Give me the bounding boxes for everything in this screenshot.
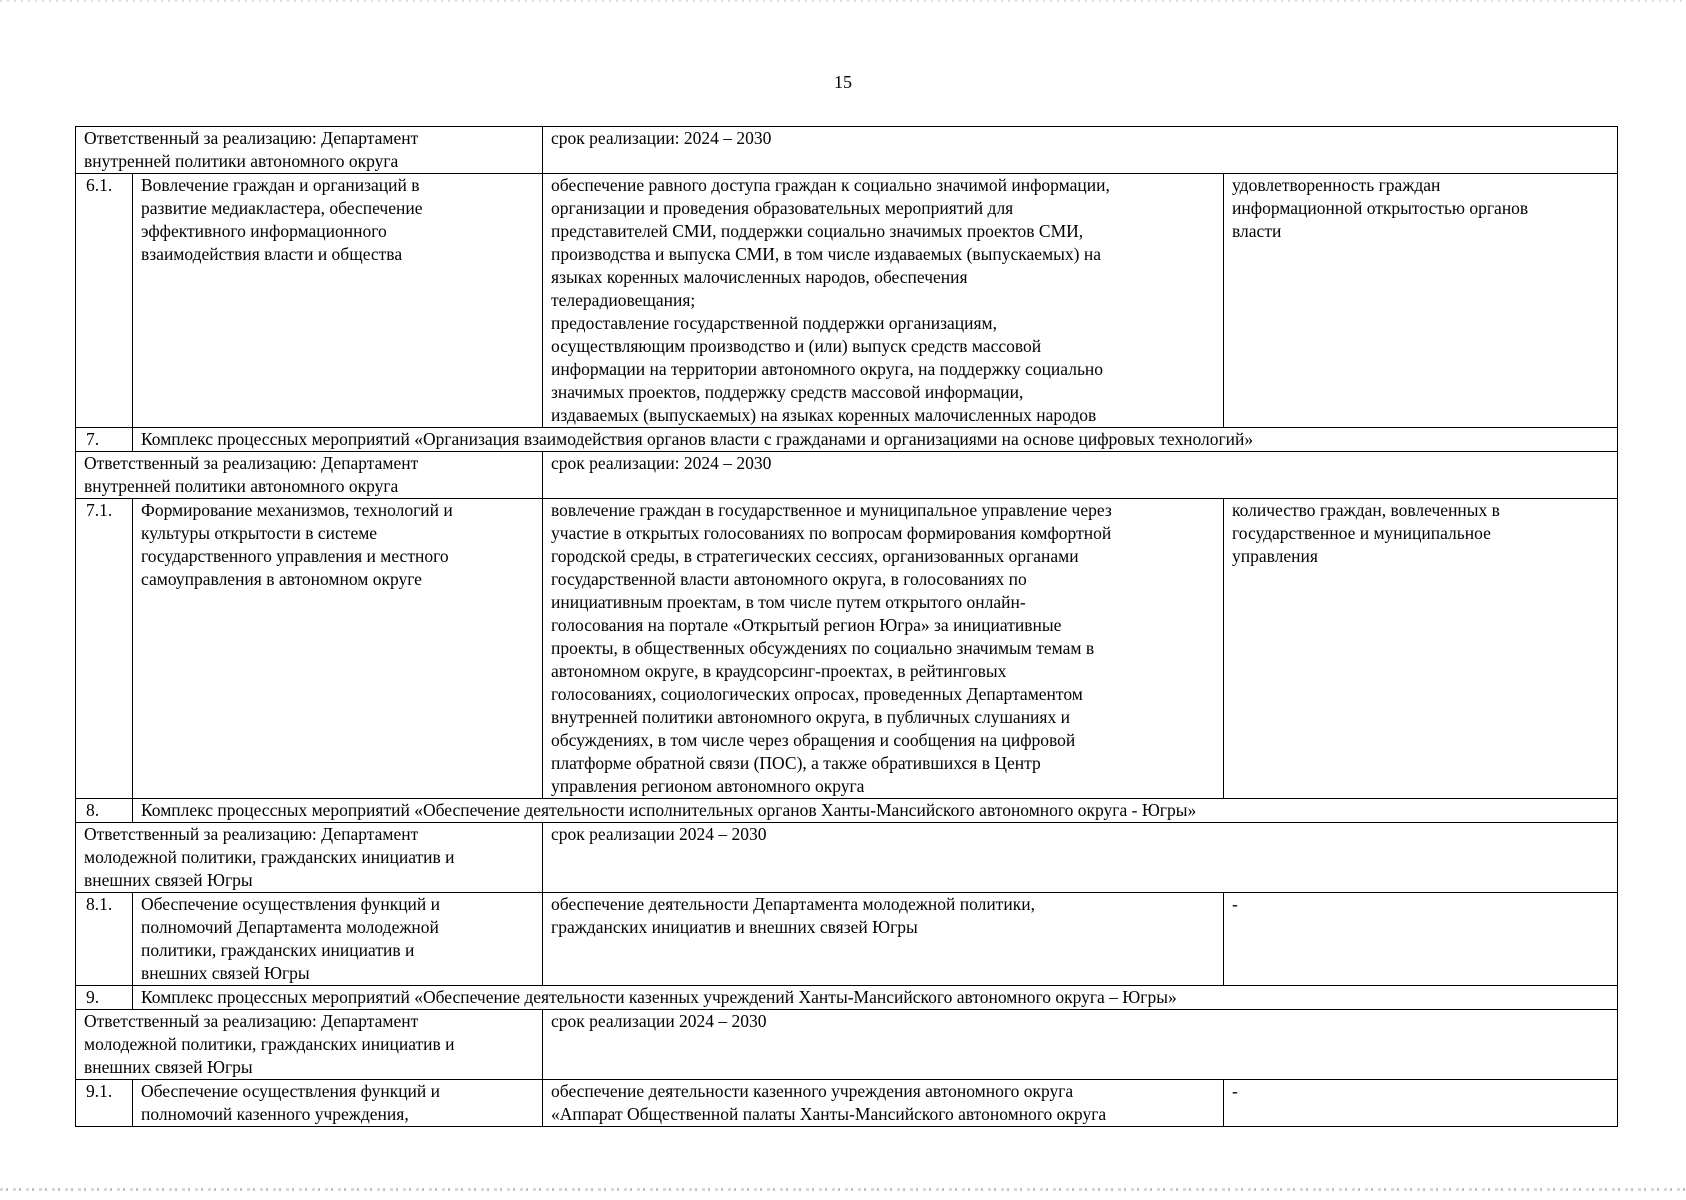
section-row <box>76 428 1618 452</box>
measure-indicator: удовлетворенность граждан информационной открытостью органов власти <box>1224 174 1618 428</box>
section-title: Комплекс процессных мероприятий «Обеспечение деятельности казенных учреждений Ханты-Мансийского автономного округа – Югры» <box>133 986 1618 1010</box>
measure-indicator: - <box>1224 1080 1618 1127</box>
term-cell: срок реализации 2024 – 2030 <box>543 1010 1618 1080</box>
section-row <box>76 986 1618 1010</box>
measure-name: Обеспечение осуществления функций и полномочий казенного учреждения, <box>133 1080 543 1127</box>
section-row <box>76 799 1618 823</box>
measure-name: Вовлечение граждан и организаций в развитие медиакластера, обеспечение эффективного информационного взаимодействия власти и общества <box>133 174 543 428</box>
section-title: Комплекс процессных мероприятий «Обеспечение деятельности исполнительных органов Ханты-Мансийского автономного округа - Югры» <box>133 799 1618 823</box>
responsible-row <box>76 127 1618 174</box>
measure-indicator: количество граждан, вовлеченных в государственное и муниципальное управления <box>1224 499 1618 799</box>
responsible-row <box>76 1010 1618 1080</box>
table-row <box>76 499 1618 799</box>
section-number: 9. <box>76 986 133 1010</box>
section-number: 7. <box>76 428 133 452</box>
responsible-cell: Ответственный за реализацию: Департамент молодежной политики, гражданских инициатив и внешних связей Югры <box>76 1010 543 1080</box>
measure-indicator: - <box>1224 893 1618 986</box>
table-row <box>76 893 1618 986</box>
page-number: 15 <box>834 72 852 92</box>
measure-name: Формирование механизмов, технологий и культуры открытости в системе государственного управления и местного самоуправления в автономном округе <box>133 499 543 799</box>
measure-tasks: обеспечение деятельности Департамента молодежной политики, гражданских инициатив и внешних связей Югры <box>543 893 1224 986</box>
scan-edge-top <box>0 0 1686 2</box>
row-number: 9.1. <box>76 1080 133 1127</box>
measure-tasks: обеспечение деятельности казенного учреждения автономного округа «Аппарат Общественной палаты Ханты-Мансийского автономного округа <box>543 1080 1224 1127</box>
responsible-cell: Ответственный за реализацию: Департамент молодежной политики, гражданских инициатив и внешних связей Югры <box>76 823 543 893</box>
table-row <box>76 174 1618 428</box>
responsible-cell: Ответственный за реализацию: Департамент внутренней политики автономного округа <box>76 452 543 499</box>
section-title: Комплекс процессных мероприятий «Организация взаимодействия органов власти с гражданами и организациями на основе цифровых технологий» <box>133 428 1618 452</box>
table-row <box>76 1080 1618 1127</box>
measure-name: Обеспечение осуществления функций и полномочий Департамента молодежной политики, гражданских инициатив и внешних связей Югры <box>133 893 543 986</box>
measure-tasks: обеспечение равного доступа граждан к социально значимой информации, организации и проведения образовательных мероприятий для представителей СМИ, поддержки социально значимых проектов СМИ, производства и выпуска СМИ, в том числе издаваемых (выпускаемых) на языках коренных малочисленных народов, обеспечения телерадиовещания; предоставление государственной поддержки организациям, осуществляющим производство и (или) выпуск средств массовой информации на территории автономного округа, на поддержку социально значимых проектов, поддержку средств массовой информации, издаваемых (выпускаемых) на языках коренных малочисленных народов <box>543 174 1224 428</box>
responsible-row <box>76 452 1618 499</box>
responsible-row <box>76 823 1618 893</box>
responsible-cell: Ответственный за реализацию: Департамент внутренней политики автономного округа <box>76 127 543 174</box>
scan-edge-bottom <box>0 1188 1686 1191</box>
section-number: 8. <box>76 799 133 823</box>
row-number: 6.1. <box>76 174 133 428</box>
row-number: 8.1. <box>76 893 133 986</box>
term-cell: срок реализации: 2024 – 2030 <box>543 452 1618 499</box>
measure-tasks: вовлечение граждан в государственное и муниципальное управление через участие в открытых голосованиях по вопросам формирования комфортной городской среды, в стратегических сессиях, организованных органами государственной власти автономного округа, в голосованиях по инициативным проектам, в том числе путем открытого онлайн- голосования на портале «Открытый регион Югра» за инициативные проекты, в общественных обсуждениях по социально значимым темам в автономном округе, в краудсорсинг-проектах, в рейтинговых голосованиях, социологических опросах, проведенных Департаментом внутренней политики автономного округа, в публичных слушаниях и обсуждениях, в том числе через обращения и сообщения на цифровой платформе обратной связи (ПОС), а также обратившихся в Центр управления регионом автономного округа <box>543 499 1224 799</box>
measures-table <box>75 126 1618 1127</box>
term-cell: срок реализации 2024 – 2030 <box>543 823 1618 893</box>
row-number: 7.1. <box>76 499 133 799</box>
term-cell: срок реализации: 2024 – 2030 <box>543 127 1618 174</box>
